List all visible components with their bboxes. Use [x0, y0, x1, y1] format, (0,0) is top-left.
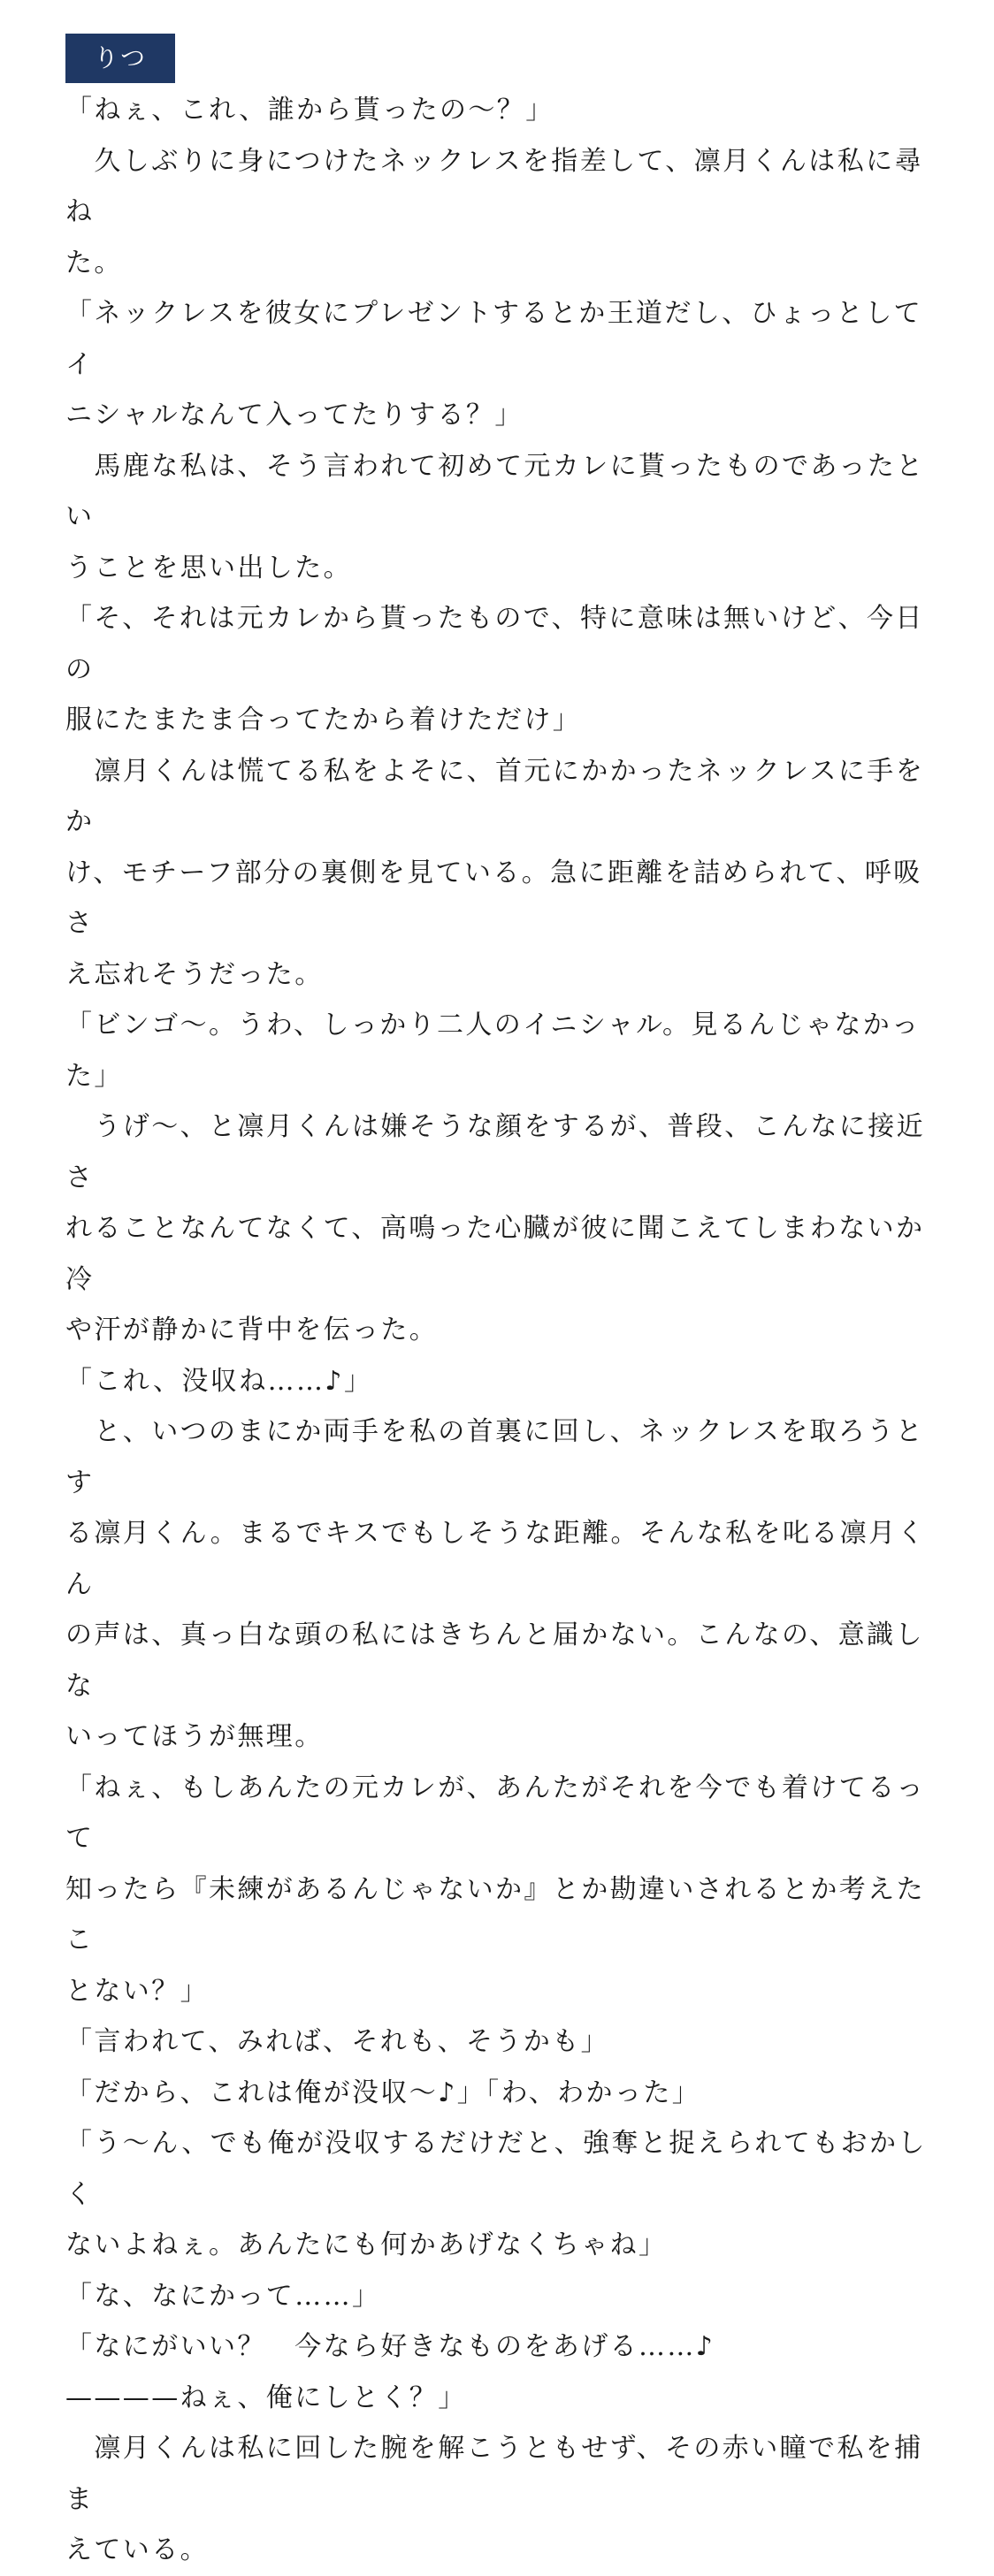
- story-line: 凛月くんは私に回した腕を解こうともせず、その赤い瞳で私を捕ま: [65, 2433, 923, 2515]
- story-line: ないよねぇ。あんたにも何かあげなくちゃね」: [65, 2229, 668, 2260]
- story-line: 知ったら『未練があるんじゃないか』とか勘違いされるとか考えたこ: [65, 1873, 925, 1955]
- story-line: え忘れそうだった。: [65, 958, 324, 990]
- story-line: 「これ、没収ね……♪」: [65, 1365, 373, 1397]
- story-line: の声は、真っ白な頭の私にはきちんと届かない。こんなの、意識しな: [65, 1620, 924, 1702]
- story-line: 久しぶりに身につけたネックレスを指差して、凛月くんは私に尋ね: [65, 145, 923, 227]
- story-line: 凛月くんは慌てる私をよそに、首元にかかったネックレスに手をか: [65, 755, 925, 837]
- story-line: 「言われて、みれば、それも、そうかも」: [65, 2026, 609, 2057]
- story-line: 馬鹿な私は、そう言われて初めて元カレに貰ったものであったとい: [65, 450, 925, 532]
- story-line: や汗が静かに背中を伝った。: [65, 1315, 439, 1345]
- story-line: と、いつのまにか両手を私の首裏に回し、ネックレスを取ろうとす: [65, 1416, 925, 1498]
- story-line: 服にたまたま合ってたから着けただけ」: [65, 705, 582, 735]
- story-line: 「だから、これは俺が没収〜♪」「わ、わかった」: [65, 2077, 701, 2108]
- story-line: た。: [65, 247, 123, 278]
- story-line: 「う〜ん、でも俺が没収するだけだと、強奪と捉えられてもおかしく: [65, 2128, 927, 2210]
- speaker-name-badge: りつ: [65, 34, 175, 83]
- story-line: 「なにがいい？ 今なら好きなものをあげる……♪: [65, 2331, 715, 2362]
- story-line: とない？」: [65, 1975, 209, 2007]
- story-line: れることなんてなくて、高鳴った心臓が彼に聞こえてしまわないか冷: [65, 1213, 925, 1295]
- story-line: 「ネックレスを彼女にプレゼントするとか王道だし、ひょっとしてイ: [65, 298, 922, 380]
- story-line: 「ねぇ、もしあんたの元カレが、あんたがそれを今でも着けてるって: [65, 1772, 925, 1854]
- story-line: えている。: [65, 2534, 209, 2565]
- novel-page: [65, 34, 934, 2576]
- story-line: うことを思い出した。: [65, 552, 352, 583]
- story-line: いってほうが無理。: [65, 1721, 324, 1752]
- story-line: た」: [65, 1060, 123, 1092]
- story-line: うげ〜、と凛月くんは嫌そうな顔をするが、普段、こんなに接近さ: [65, 1111, 925, 1193]
- story-line: る凛月くん。まるでキスでもしそうな距離。そんな私を叱る凛月くん: [65, 1518, 926, 1600]
- story-body: [65, 85, 934, 2576]
- story-line: 「な、なにかって……」: [65, 2280, 381, 2312]
- story-line: ニシャルなんて入ってたりする？」: [65, 400, 524, 431]
- story-line: 「ねぇ、これ、誰から貰ったの〜？」: [65, 95, 554, 126]
- story-line: 「そ、それは元カレから貰ったもので、特に意味は無いけど、今日の: [65, 603, 924, 685]
- story-line: 「ビンゴ〜。うわ、しっかり二人のイニシャル。見るんじゃなかっ: [65, 1010, 921, 1040]
- story-line: ————ねぇ、俺にしとく？」: [65, 2382, 467, 2413]
- story-line: け、モチーフ部分の裏側を見ている。急に距離を詰められて、呼吸さ: [65, 857, 922, 939]
